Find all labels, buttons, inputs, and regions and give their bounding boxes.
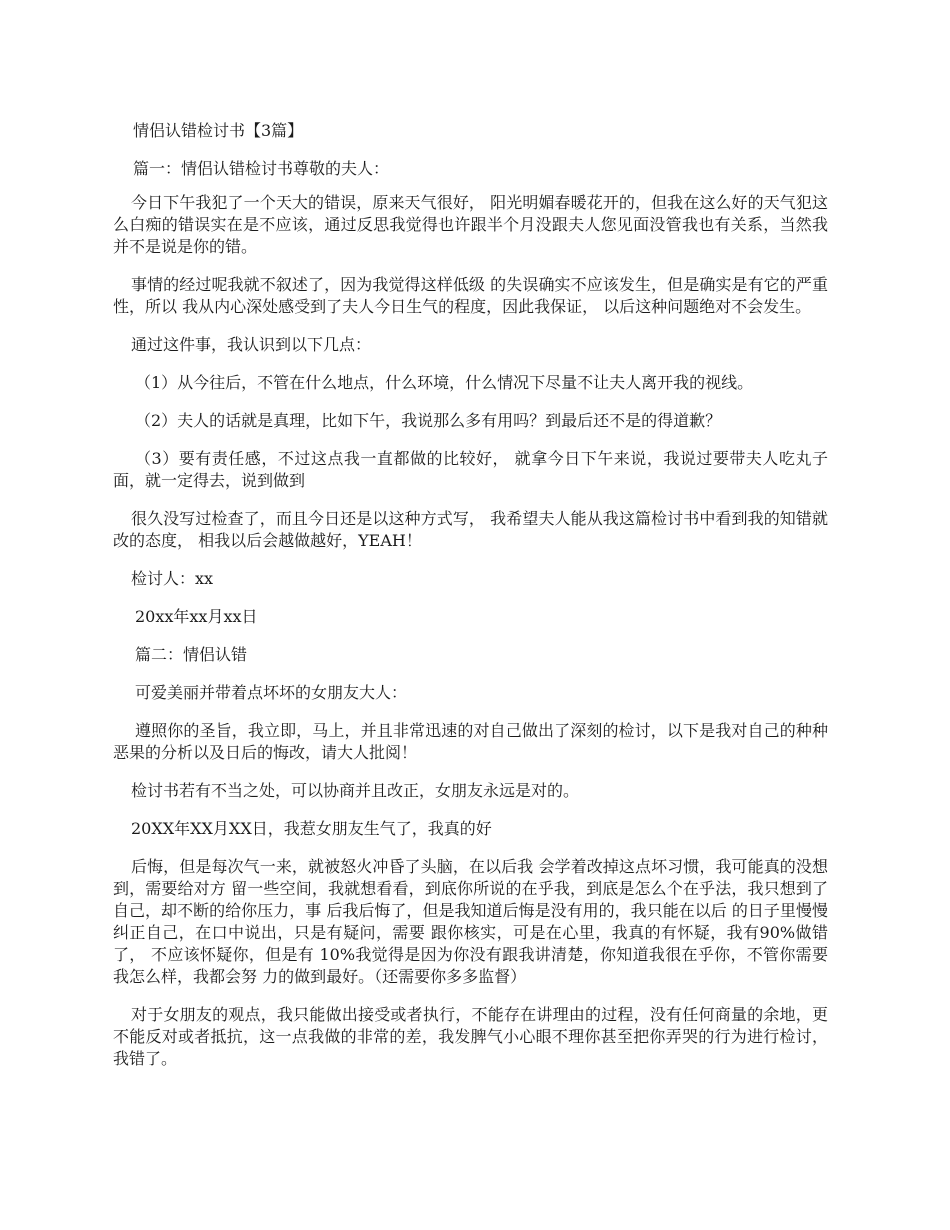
section-heading: 篇一：情侣认错检讨书尊敬的夫人：: [133, 159, 390, 178]
salutation: 可爱美丽并带着点坏坏的女朋友大人：: [135, 683, 408, 702]
date-line: 20xx年xx月xx日: [135, 607, 258, 626]
paragraph: 对于女朋友的观点，我只能做出接受或者执行，不能存在讲理由的过程，没有任何商量的余地，更不能反对或者抵抗，这一点我做的非常的差，我发脾气小心眼不理你甚至把你弄哭的行为进行检讨，我错了。: [113, 1005, 828, 1068]
list-item: （3）要有责任感，不过这点我一直都做的比较好， 就拿今日下午来说，我说过要带夫人吃丸子面，就一定得去，说到做到: [113, 449, 828, 490]
section-heading: 篇二：情侣认错: [135, 645, 248, 664]
paragraph: 通过这件事，我认识到以下几点：: [131, 335, 372, 354]
paragraph: 20XX年XX月XX日，我惹女朋友生气了，我真的好: [131, 819, 492, 838]
signature-line: 检讨人：xx: [131, 569, 214, 588]
paragraph: 今日下午我犯了一个天大的错误，原来天气很好， 阳光明媚春暖花开的，但我在这么好的天气犯这么白痴的错误实在是不应该，通过反思我觉得也许跟半个月没跟夫人您见面没管我也有关系，当然我并不是说是你的错。: [113, 193, 828, 256]
paragraph: 事情的经过呢我就不叙述了，因为我觉得这样低级 的失误确实不应该发生，但是确实是有它的严重性，所以 我从内心深处感受到了夫人今日生气的程度，因此我保证， 以后这种问题绝对不会发生。: [113, 275, 828, 316]
paragraph: 检讨书若有不当之处，可以协商并且改正，女朋友永远是对的。: [131, 781, 580, 800]
document-title: 情侣认错检讨书【3篇】: [133, 121, 304, 140]
paragraph: 后悔，但是每次气一来，就被怒火冲昏了头脑，在以后我 会学着改掉这点坏习惯，我可能真的没想到，需要给对方 留一些空间，我就想看看，到底你所说的在乎我，到底是怎么个在乎法，我只想到了自己，却不断的给你压力，事 后我后悔了，但是我知道后悔是没有用的，我只能在以后 的日子里慢慢纠正自己，在口中说出，只是有疑问，需要 跟你核实，可是在心里，我真的有怀疑，我有90%做错了， 不应该怀疑你，但是有 10%我觉得是因为你没有跟我讲清楚，你知道我很在乎你，不管你需要我怎么样，我都会努 力的做到最好。（还需要你多多监督）: [113, 857, 828, 986]
paragraph: 遵照你的圣旨，我立即，马上，并且非常迅速的对自己做出了深刻的检讨，以下是我对自己的种种恶果的分析以及日后的悔改，请大人批阅！: [113, 721, 828, 762]
list-item: （1）从今往后，不管在什么地点，什么环境，什么情况下尽量不让夫人离开我的视线。: [135, 373, 754, 392]
paragraph: 很久没写过检查了，而且今日还是以这种方式写， 我希望夫人能从我这篇检讨书中看到我的知错就改的态度， 相我以后会越做越好，YEAH！: [113, 509, 828, 550]
document-page: [113, 120, 828, 1070]
list-item: （2）夫人的话就是真理，比如下午，我说那么多有用吗？到最后还不是的得道歉？: [135, 411, 722, 430]
